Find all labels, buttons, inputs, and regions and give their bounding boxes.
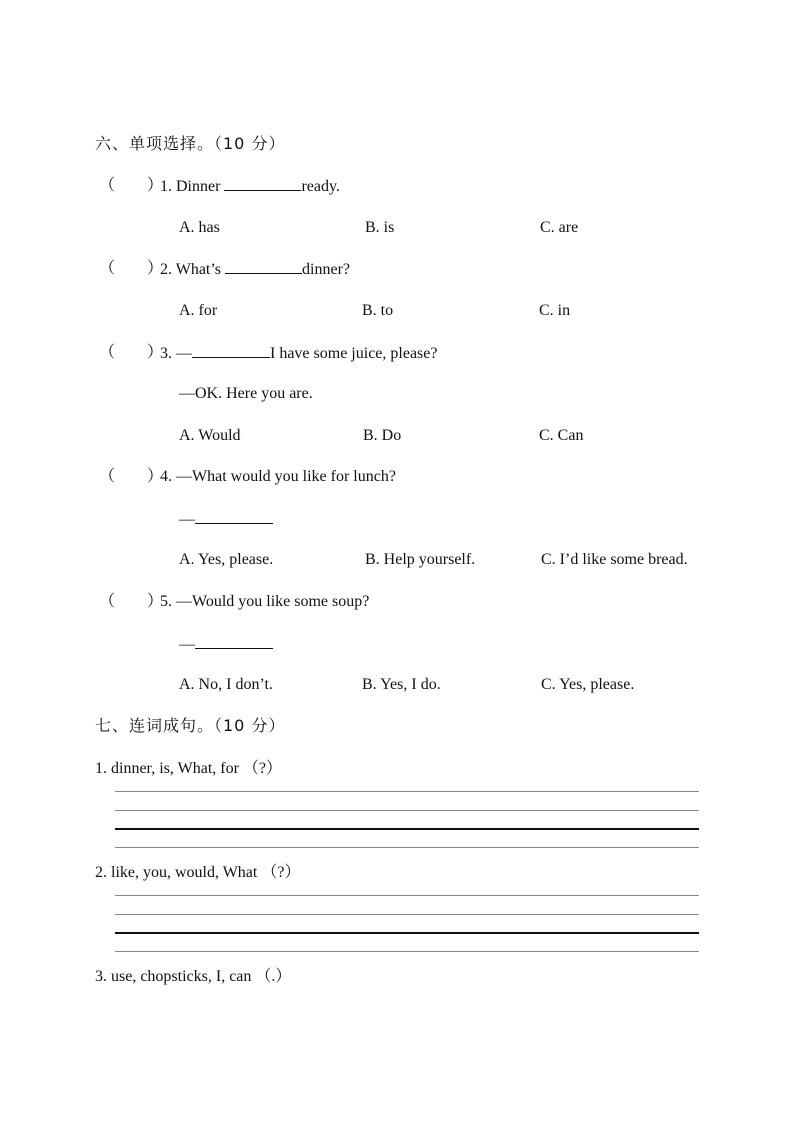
question-3-paren[interactable]: （ ） — [99, 344, 164, 361]
answer-blank[interactable] — [195, 509, 273, 524]
writing-baseline[interactable] — [115, 828, 699, 830]
question-3-stem — [160, 343, 437, 364]
question-1-paren[interactable]: （ ） — [99, 177, 164, 194]
question-1-option-b: B. is — [365, 219, 395, 236]
question-3-stem-start: 3. — — [160, 345, 192, 362]
question-2-stem-end: dinner? — [302, 261, 351, 278]
question-2-stem — [160, 259, 350, 280]
question-3-reply: —OK. Here you are. — [179, 385, 313, 402]
reorder-item-2: 2. like, you, would, What （?） — [95, 864, 301, 881]
writing-line[interactable] — [115, 847, 699, 848]
question-2-paren[interactable]: （ ） — [99, 260, 164, 277]
answer-blank[interactable] — [192, 343, 270, 358]
question-1-stem-start: 1. Dinner — [160, 178, 225, 195]
question-5-option-c: C. Yes, please. — [541, 676, 635, 693]
question-4-option-a: A. Yes, please. — [179, 551, 274, 568]
reorder-item-3: 3. use, chopsticks, I, can （.） — [95, 968, 292, 985]
question-2-option-c: C. in — [539, 302, 571, 319]
answer-blank[interactable] — [225, 259, 302, 274]
section-7-heading-text: 七、连词成句。（10 分） — [95, 716, 286, 735]
question-2-option-b: B. to — [362, 302, 394, 319]
writing-line[interactable] — [115, 951, 699, 952]
question-5-reply — [179, 634, 273, 655]
question-4-reply — [179, 509, 273, 530]
question-3-stem-end: I have some juice, please? — [270, 345, 438, 362]
writing-line[interactable] — [115, 914, 699, 915]
answer-blank[interactable] — [195, 634, 273, 649]
question-1-option-a: A. has — [179, 219, 220, 236]
question-2-stem-start: 2. What’s — [160, 261, 226, 278]
question-5-reply-dash: — — [179, 636, 195, 653]
question-4-stem: 4. —What would you like for lunch? — [160, 468, 396, 485]
reorder-item-1: 1. dinner, is, What, for （?） — [95, 760, 283, 777]
question-4-option-b: B. Help yourself. — [365, 551, 476, 568]
question-4-option-c: C. I’d like some bread. — [541, 551, 688, 568]
question-3-option-b: B. Do — [363, 427, 402, 444]
question-1-option-c: C. are — [540, 219, 579, 236]
writing-line[interactable] — [115, 791, 699, 792]
question-3-option-c: C. Can — [539, 427, 584, 444]
question-1-stem — [160, 176, 340, 197]
question-5-stem: 5. —Would you like some soup? — [160, 593, 370, 610]
question-1-stem-end: ready. — [301, 178, 340, 195]
question-4-reply-dash: — — [179, 511, 195, 528]
question-2-option-a: A. for — [179, 302, 218, 319]
question-3-option-a: A. Would — [179, 427, 241, 444]
answer-blank[interactable] — [224, 176, 301, 191]
section-6-heading — [95, 134, 285, 154]
question-5-paren[interactable]: （ ） — [99, 593, 164, 610]
writing-baseline[interactable] — [115, 932, 699, 934]
writing-line[interactable] — [115, 810, 699, 811]
question-4-paren[interactable]: （ ） — [99, 468, 164, 485]
writing-line[interactable] — [115, 895, 699, 896]
section-6-heading-text: 六、单项选择。（10 分） — [95, 134, 286, 153]
question-5-option-a: A. No, I don’t. — [179, 676, 273, 693]
section-7-heading — [95, 716, 285, 736]
question-5-option-b: B. Yes, I do. — [362, 676, 441, 693]
